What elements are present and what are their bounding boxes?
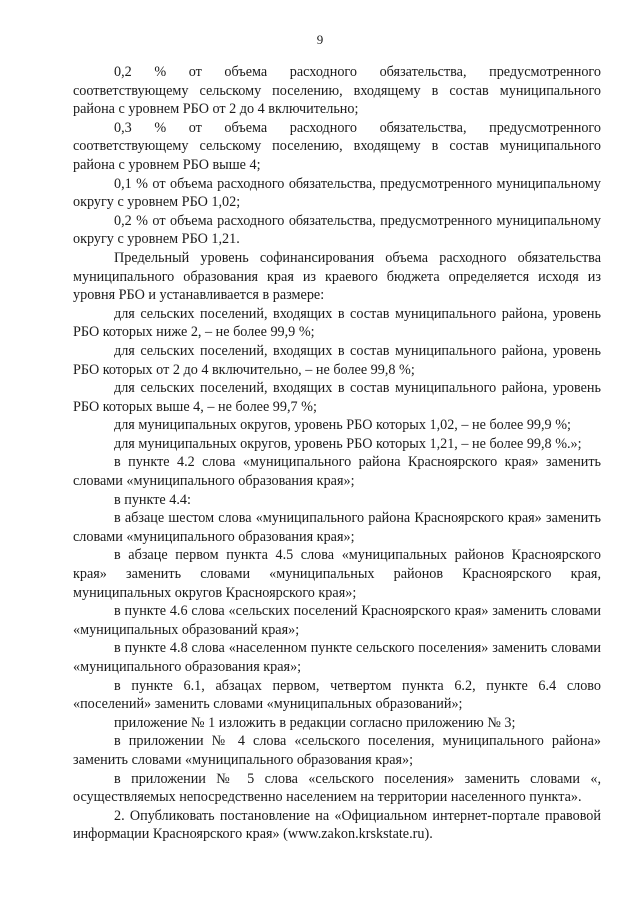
- paragraph: 0,1 % от объема расходного обязательства, предусмотренного муниципальному округу с уровнем РБО 1,02;: [73, 175, 601, 211]
- paragraph: в пункте 6.1, абзацах первом, четвертом пункта 6.2, пункте 6.4 слово «поселений» заменить словами «муниципальных образований»;: [73, 677, 601, 713]
- paragraph: в пункте 4.4:: [114, 491, 191, 508]
- paragraph: Предельный уровень софинансирования объема расходного обязательства муниципального образования края из краевого бюджета определяется исходя из уровня РБО и устанавливается в размере:: [73, 249, 601, 304]
- paragraph: в приложении № 4 слова «сельского поселения, муниципального района» заменить словами «муниципального образования края»;: [73, 733, 601, 768]
- paragraph: 2. Опубликовать постановление на «Официальном интернет-портале правовой информации Красноярского края» (www.zakon.krskstate.ru).: [73, 807, 601, 843]
- paragraph: для сельских поселений, входящих в состав муниципального района, уровень РБО которых выше 4, – не более 99,7 %;: [73, 380, 601, 415]
- paragraph: для муниципальных округов, уровень РБО которых 1,21, – не более 99,8 %.»;: [114, 435, 582, 452]
- paragraph: приложение № 1 изложить в редакции согласно приложению № 3;: [114, 714, 516, 731]
- paragraph: для сельских поселений, входящих в состав муниципального района, уровень РБО которых ниже 2, – не более 99,9 %;: [73, 305, 601, 341]
- page-number: 9: [316, 32, 324, 47]
- paragraph: 0,2 % от объема расходного обязательства, предусмотренного муниципальному округу с уровнем РБО 1,21.: [73, 212, 601, 248]
- document-body: [73, 63, 601, 844]
- paragraph: для сельских поселений, входящих в состав муниципального района, уровень РБО которых от 2 до 4 включительно, – не более 99,8 %;: [73, 342, 601, 378]
- paragraph: 0,3 % от объема расходного обязательства, предусмотренного соответствующему сельскому поселению, входящему в состав муниципального района с уровнем РБО выше 4;: [73, 119, 601, 173]
- paragraph: в пункте 4.2 слова «муниципального района Красноярского края» заменить словами «муниципального образования края»;: [73, 454, 601, 490]
- paragraph: 0,2 % от объема расходного обязательства, предусмотренного соответствующему сельскому поселению, входящему в состав муниципального района с уровнем РБО от 2 до 4 включительно;: [73, 64, 601, 118]
- paragraph: в приложении № 5 слова «сельского поселения» заменить словами «, осуществляемых непосредственно населением на территории населенного пункта».: [73, 770, 601, 806]
- paragraph: в абзаце первом пункта 4.5 слова «муниципальных районов Красноярского края» заменить словами «муниципальных районов Красноярского края, муниципальных округов Красноярского края»;: [73, 547, 601, 601]
- paragraph: в пункте 4.6 слова «сельских поселений Красноярского края» заменить словами «муниципальных образований края»;: [73, 603, 601, 638]
- paragraph: в пункте 4.8 слова «населенном пункте сельского поселения» заменить словами «муниципального образования края»;: [73, 640, 601, 675]
- paragraph: для муниципальных округов, уровень РБО которых 1,02, – не более 99,9 %;: [114, 417, 571, 434]
- paragraph: в абзаце шестом слова «муниципального района Красноярского края» заменить словами «муниципального образования края»;: [73, 510, 601, 545]
